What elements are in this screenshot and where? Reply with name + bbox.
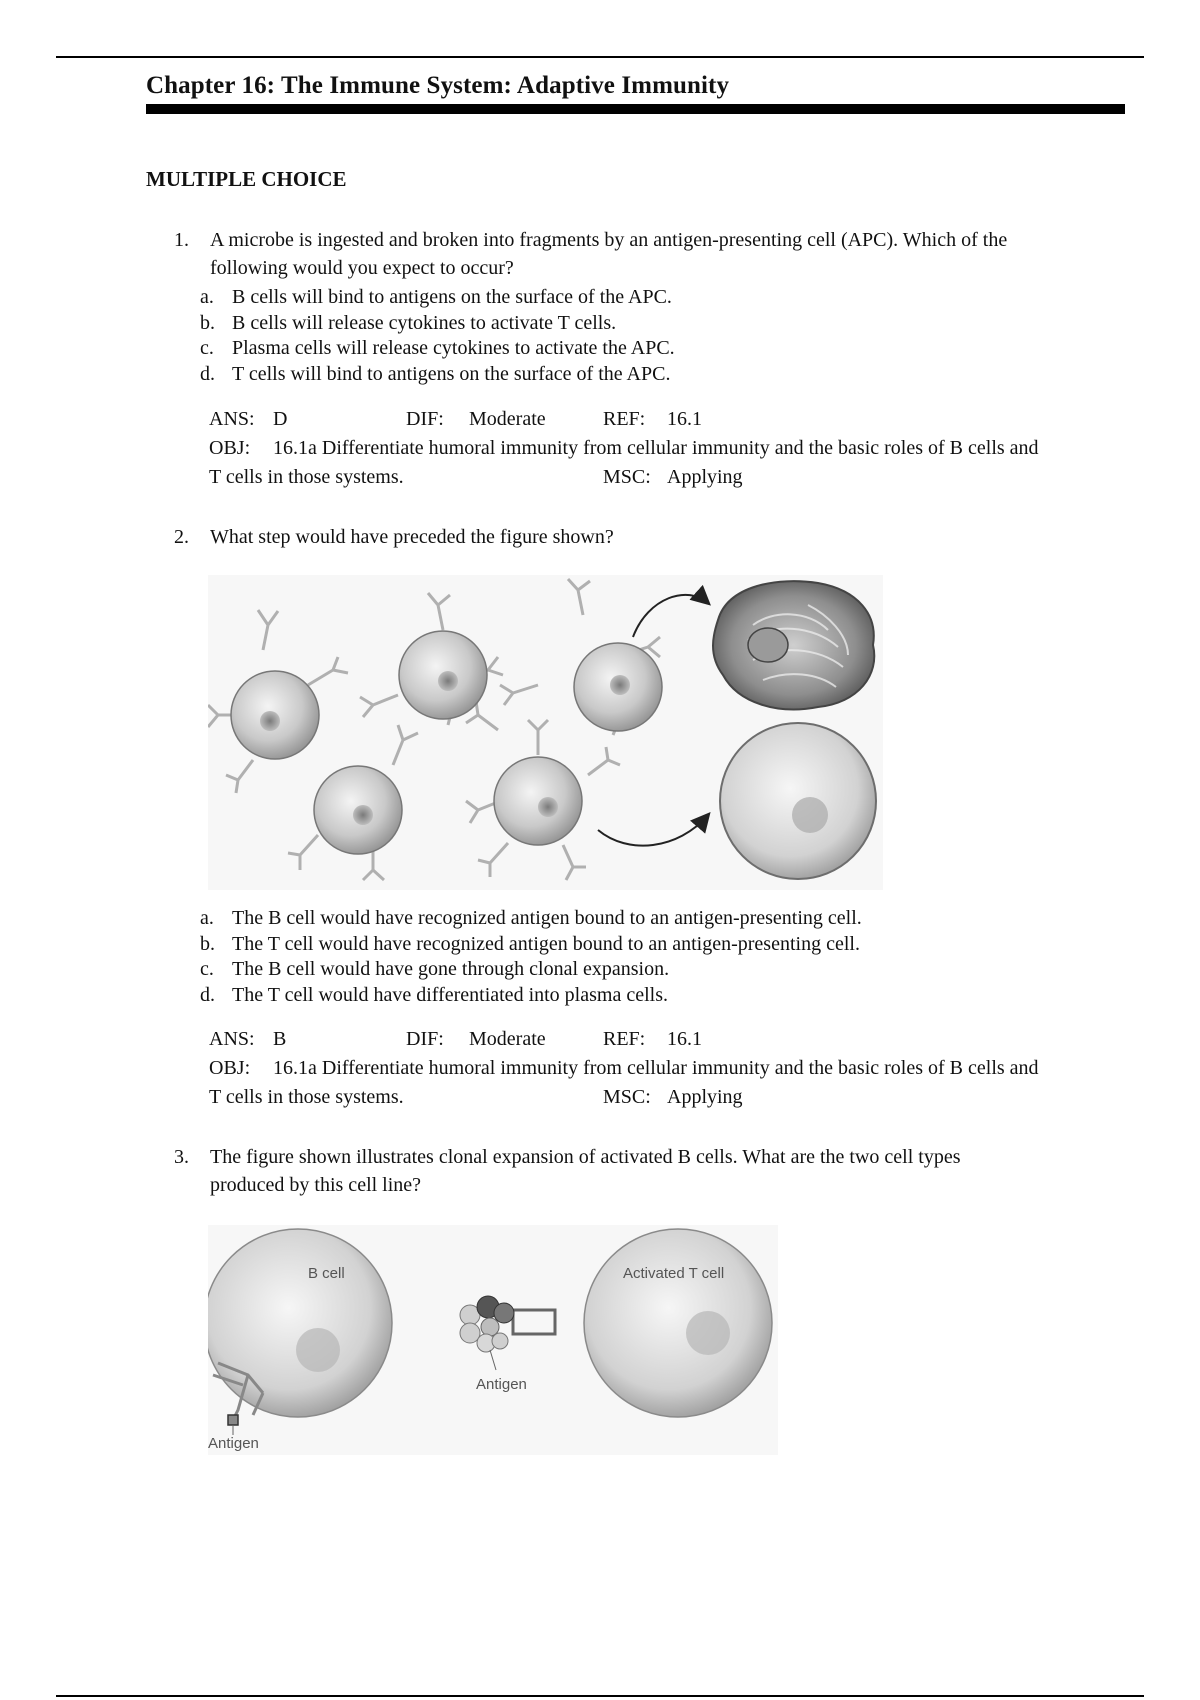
obj-label: OBJ: — [209, 437, 251, 459]
option-text: B cells will bind to antigens on the surface of the APC. — [232, 286, 672, 308]
question-1-options — [200, 285, 675, 387]
dif-value: Moderate — [469, 408, 546, 430]
option-text: The B cell would have gone through clonal expansion. — [232, 958, 670, 980]
question-number: 3. — [174, 1146, 189, 1168]
msc-value: Applying — [667, 1086, 743, 1108]
ref-value: 16.1 — [667, 1028, 702, 1050]
question-stem-line: following would you expect to occur? — [210, 257, 514, 279]
option-letter: c. — [200, 337, 214, 359]
ref-value: 16.1 — [667, 408, 702, 430]
option-letter: a. — [200, 907, 214, 929]
bottom-rule — [56, 1695, 1144, 1697]
question-stem-line: The figure shown illustrates clonal expansion of activated B cells. What are the two cell types — [210, 1146, 961, 1168]
option-c[interactable] — [200, 336, 675, 362]
obj-text: 16.1a Differentiate humoral immunity from cellular immunity and the basic roles of B cells and — [273, 437, 1039, 459]
ans-label: ANS: — [209, 1028, 255, 1050]
question-stem-line: What step would have preceded the figure shown? — [210, 526, 614, 548]
activated-t-cell — [584, 1229, 772, 1417]
ans-value: D — [273, 408, 288, 430]
option-a[interactable] — [200, 285, 675, 311]
obj-text: 16.1a Differentiate humoral immunity from cellular immunity and the basic roles of B cells and — [273, 1057, 1039, 1079]
question-number: 1. — [174, 229, 189, 251]
b-cell-label: B cell — [308, 1265, 345, 1282]
top-rule — [56, 56, 1144, 58]
option-d[interactable] — [200, 983, 862, 1009]
question-stem-line: produced by this cell line? — [210, 1174, 422, 1196]
option-letter: a. — [200, 286, 214, 308]
option-a[interactable] — [200, 906, 862, 932]
b-cell-t-cell-figure — [208, 1225, 778, 1455]
activated-t-cell-label: Activated T cell — [623, 1265, 725, 1282]
question-2-options — [200, 906, 862, 1008]
obj-text-cont: T cells in those systems. — [209, 466, 404, 488]
option-text: Plasma cells will release cytokines to activate the APC. — [232, 337, 675, 359]
question-number: 2. — [174, 526, 189, 548]
option-b[interactable] — [200, 932, 862, 958]
option-letter: d. — [200, 983, 215, 1006]
antigen-marker — [228, 1415, 238, 1425]
option-d[interactable] — [200, 362, 675, 388]
clonal-expansion-figure — [208, 575, 883, 890]
option-text: B cells will release cytokines to activate T cells. — [232, 311, 617, 334]
ref-label: REF: — [603, 408, 646, 430]
title-underline-bar — [146, 104, 1125, 114]
chapter-title: Chapter 16: The Immune System: Adaptive Immunity — [146, 72, 730, 99]
antigen-left-label: Antigen — [208, 1435, 259, 1452]
option-letter: b. — [200, 311, 215, 334]
obj-text-cont: T cells in those systems. — [209, 1086, 404, 1108]
obj-label: OBJ: — [209, 1057, 251, 1079]
option-text: T cells will bind to antigens on the surface of the APC. — [232, 362, 671, 385]
option-c[interactable] — [200, 957, 862, 983]
dif-value: Moderate — [469, 1028, 546, 1050]
question-1-answer-meta — [209, 405, 1129, 492]
ans-label: ANS: — [209, 408, 255, 430]
msc-value: Applying — [667, 466, 743, 488]
plasma-cell — [713, 581, 874, 709]
option-letter: b. — [200, 932, 215, 955]
option-text: The T cell would have recognized antigen bound to an antigen-presenting cell. — [232, 932, 860, 955]
memory-cell — [720, 723, 876, 879]
ref-label: REF: — [603, 1028, 646, 1050]
ans-value: B — [273, 1028, 287, 1050]
section-heading: MULTIPLE CHOICE — [146, 167, 347, 191]
option-text: The B cell would have recognized antigen bound to an antigen-presenting cell. — [232, 907, 862, 929]
msc-label: MSC: — [603, 466, 651, 488]
b-cell — [208, 1229, 392, 1417]
dif-label: DIF: — [406, 1028, 444, 1050]
option-text: The T cell would have differentiated into plasma cells. — [232, 983, 668, 1006]
question-stem-line: A microbe is ingested and broken into fragments by an antigen-presenting cell (APC). Which of the — [210, 229, 1008, 251]
antigen-center-label: Antigen — [476, 1376, 527, 1393]
option-letter: c. — [200, 958, 214, 980]
question-2-answer-meta — [209, 1025, 1129, 1112]
option-letter: d. — [200, 362, 215, 385]
msc-label: MSC: — [603, 1086, 651, 1108]
option-b[interactable] — [200, 311, 675, 337]
dif-label: DIF: — [406, 408, 444, 430]
